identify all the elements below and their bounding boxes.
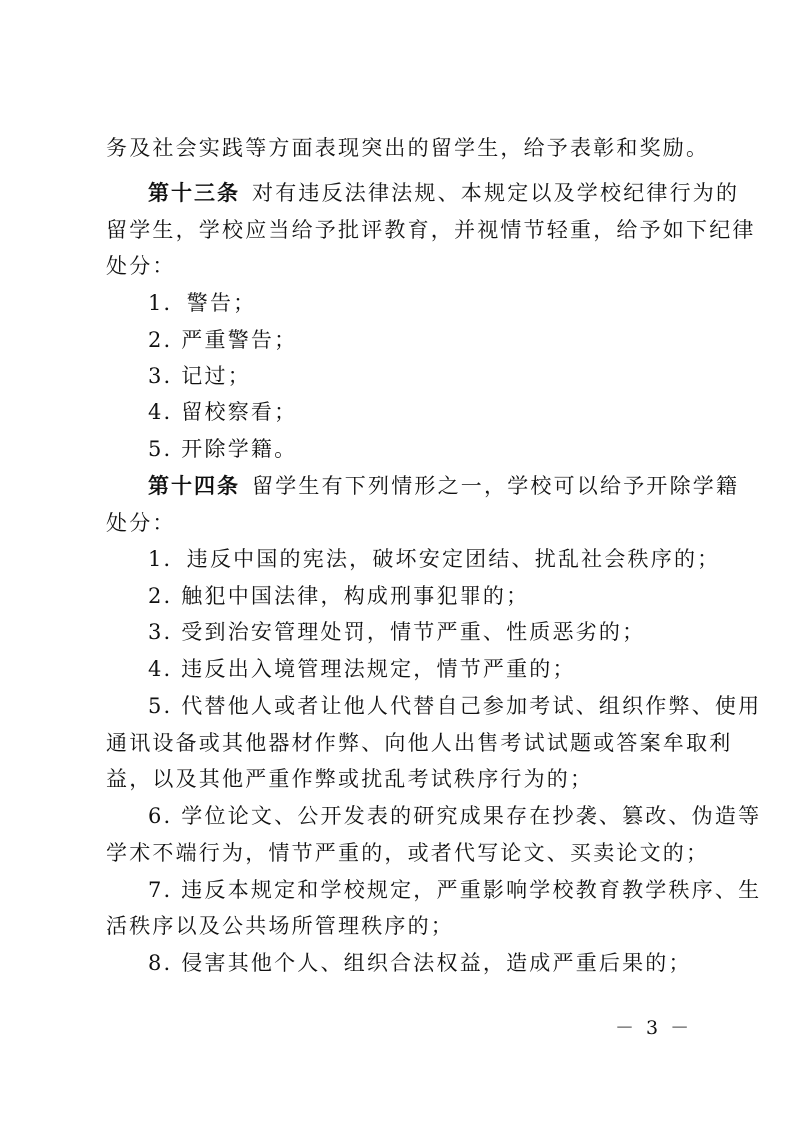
paragraph-line: 处分： (106, 511, 176, 535)
list-item: 6. 学位论文、公开发表的研究成果存在抄袭、篡改、伪造等 (148, 804, 762, 828)
page-number: － 3 － (615, 1017, 693, 1039)
list-item: 7. 违反本规定和学校规定，严重影响学校教育教学秩序、生 (148, 878, 762, 902)
list-item: 1．警告； (148, 291, 257, 315)
paragraph-line: 留学生，学校应当给予批评教育，并视情节轻重，给予如下纪律 (106, 218, 756, 242)
article-13-heading-line (148, 178, 740, 208)
article-text: 留学生有下列情形之一，学校可以给予开除学籍 (252, 474, 740, 498)
list-item: 3. 受到治安管理处罚，情节严重、性质恶劣的； (148, 620, 646, 644)
list-item: 4. 留校察看； (148, 400, 298, 424)
list-item: 2. 严重警告； (148, 328, 298, 352)
list-item: 1．违反中国的宪法，破坏安定团结、扰乱社会秩序的； (148, 547, 721, 571)
list-item: 2. 触犯中国法律，构成刑事犯罪的； (148, 584, 530, 608)
article-text: 对有违反法律法规、本规定以及学校纪律行为的 (252, 181, 740, 205)
paragraph-line: 务及社会实践等方面表现突出的留学生，给予表彰和奖励。 (106, 136, 710, 160)
list-item-continuation: 学术不端行为，情节严重的，或者代写论文、买卖论文的； (106, 841, 710, 865)
paragraph-line: 处分： (106, 254, 176, 278)
article-label: 第十三条 (148, 181, 240, 205)
list-item: 4. 违反出入境管理法规定，情节严重的； (148, 657, 576, 681)
list-item-continuation: 活秩序以及公共场所管理秩序的； (106, 914, 454, 938)
list-item-continuation: 通讯设备或其他器材作弊、向他人出售考试试题或答案牟取利 (106, 731, 733, 755)
list-item-continuation: 益，以及其他严重作弊或扰乱考试秩序行为的； (106, 767, 594, 791)
article-14-heading-line (148, 471, 740, 501)
list-item: 3. 记过； (148, 364, 251, 388)
list-item: 8. 侵害其他个人、组织合法权益，造成严重后果的； (148, 951, 692, 975)
article-label: 第十四条 (148, 474, 240, 498)
list-item: 5. 开除学籍。 (148, 437, 298, 461)
list-item: 5. 代替他人或者让他人代替自己参加考试、组织作弊、使用 (148, 694, 762, 718)
